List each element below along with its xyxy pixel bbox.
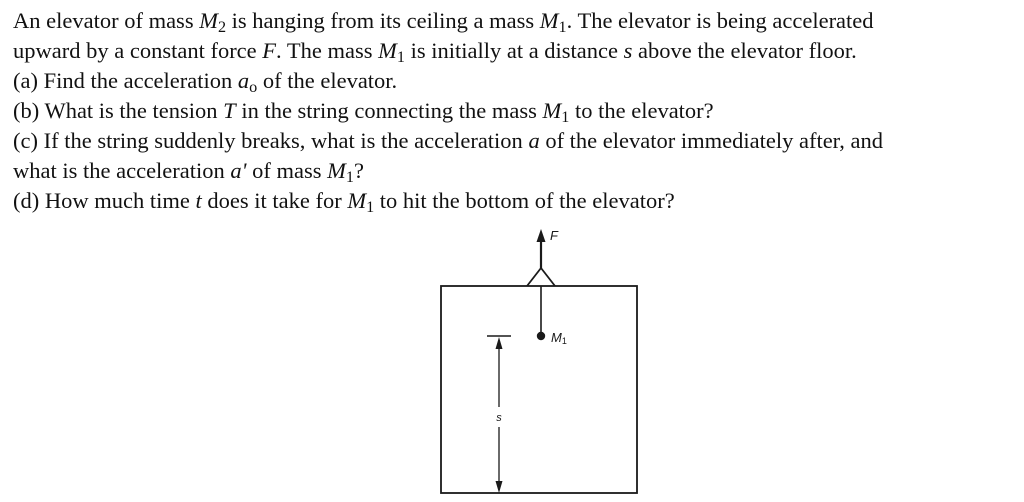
part-d-text-3: to hit the bottom of the elevator? [374, 188, 675, 213]
part-a-text-2: of the elevator. [257, 68, 398, 93]
intro-text-5: . The mass [276, 38, 379, 63]
mass-1-letter: M [539, 8, 559, 33]
mass-1-subscript: 1 [366, 198, 375, 217]
mass-1-subscript: 1 [396, 48, 405, 67]
distance-label: s [496, 412, 502, 424]
part-b-text-3: to the elevator? [569, 98, 714, 123]
mass-1-subscript: 1 [558, 18, 567, 37]
mass-1-symbol [542, 98, 570, 127]
force-symbol: F [262, 38, 277, 63]
acceleration-o-subscript: o [249, 78, 258, 97]
part-d-text-1: (d) How much time [13, 188, 196, 213]
intro-text-6: is initially at a distance [404, 38, 624, 63]
part-c-text-3: what is the acceleration [13, 158, 231, 183]
mass-1-symbol [327, 158, 354, 187]
problem-statement [13, 6, 1018, 216]
mass-2-subscript: 2 [217, 18, 227, 37]
mass-1-subscript: 1 [561, 108, 570, 127]
acceleration-symbol: a [528, 128, 540, 153]
elevator-box [441, 286, 637, 493]
intro-text-1: An elevator of mass [13, 8, 194, 33]
intro-text-7: above the elevator floor. [632, 38, 857, 63]
hanger-left-leg [527, 268, 541, 286]
part-c-line-1 [13, 126, 1018, 156]
acceleration-o-symbol [237, 68, 258, 97]
acceleration-prime-symbol: a' [230, 158, 247, 183]
mass-label [551, 330, 567, 346]
mass-1-subscript: 1 [345, 168, 354, 187]
intro-text-3: . The elevator is being accelerated [566, 8, 874, 33]
distance-symbol: s [623, 38, 633, 63]
part-c-text-4: of mass [246, 158, 328, 183]
intro-text-2: is hanging from its ceiling a mass [226, 8, 540, 33]
part-c-text-5: ? [353, 158, 364, 183]
intro-text-4: upward by a constant force [13, 38, 263, 63]
hanger-bracket [527, 268, 555, 286]
mass-label-letter: M [551, 330, 562, 345]
mass-1-letter: M [327, 158, 346, 183]
mass-1-symbol [347, 188, 375, 217]
mass-1-symbol [378, 38, 405, 67]
force-arrow [537, 229, 546, 268]
mass-1-symbol [539, 8, 567, 37]
part-a-text-1: (a) Find the acceleration [13, 68, 238, 93]
distance-top-arrowhead [496, 337, 503, 349]
force-label: F [550, 228, 558, 243]
mass-1-letter: M [347, 188, 367, 213]
part-c-text-2: of the elevator immediately after, and [539, 128, 884, 153]
problem-intro-line-1 [13, 6, 1018, 36]
part-b-text-2: in the string connecting the mass [235, 98, 543, 123]
mass-m1-dot [537, 332, 545, 340]
part-a [13, 66, 1018, 96]
distance-dimension [487, 336, 511, 493]
hanger-right-leg [541, 268, 555, 286]
time-symbol: t [195, 188, 202, 213]
tension-symbol: T [223, 98, 236, 123]
mass-2-letter: M [199, 8, 218, 33]
part-c-text-1: (c) If the string suddenly breaks, what is the acceleration [13, 128, 529, 153]
mass-1-letter: M [542, 98, 562, 123]
force-arrowhead [537, 229, 546, 242]
acceleration-o-letter: a [237, 68, 250, 93]
part-c-line-2 [13, 156, 1018, 186]
part-b [13, 96, 1018, 126]
mass-1-letter: M [378, 38, 397, 63]
distance-bottom-arrowhead [496, 481, 503, 493]
part-d [13, 186, 1018, 216]
problem-intro-line-2 [13, 36, 1018, 66]
mass-label-subscript: 1 [561, 336, 567, 346]
mass-2-symbol [199, 8, 227, 37]
part-d-text-2: does it take for [201, 188, 348, 213]
part-b-text-1: (b) What is the tension [13, 98, 224, 123]
